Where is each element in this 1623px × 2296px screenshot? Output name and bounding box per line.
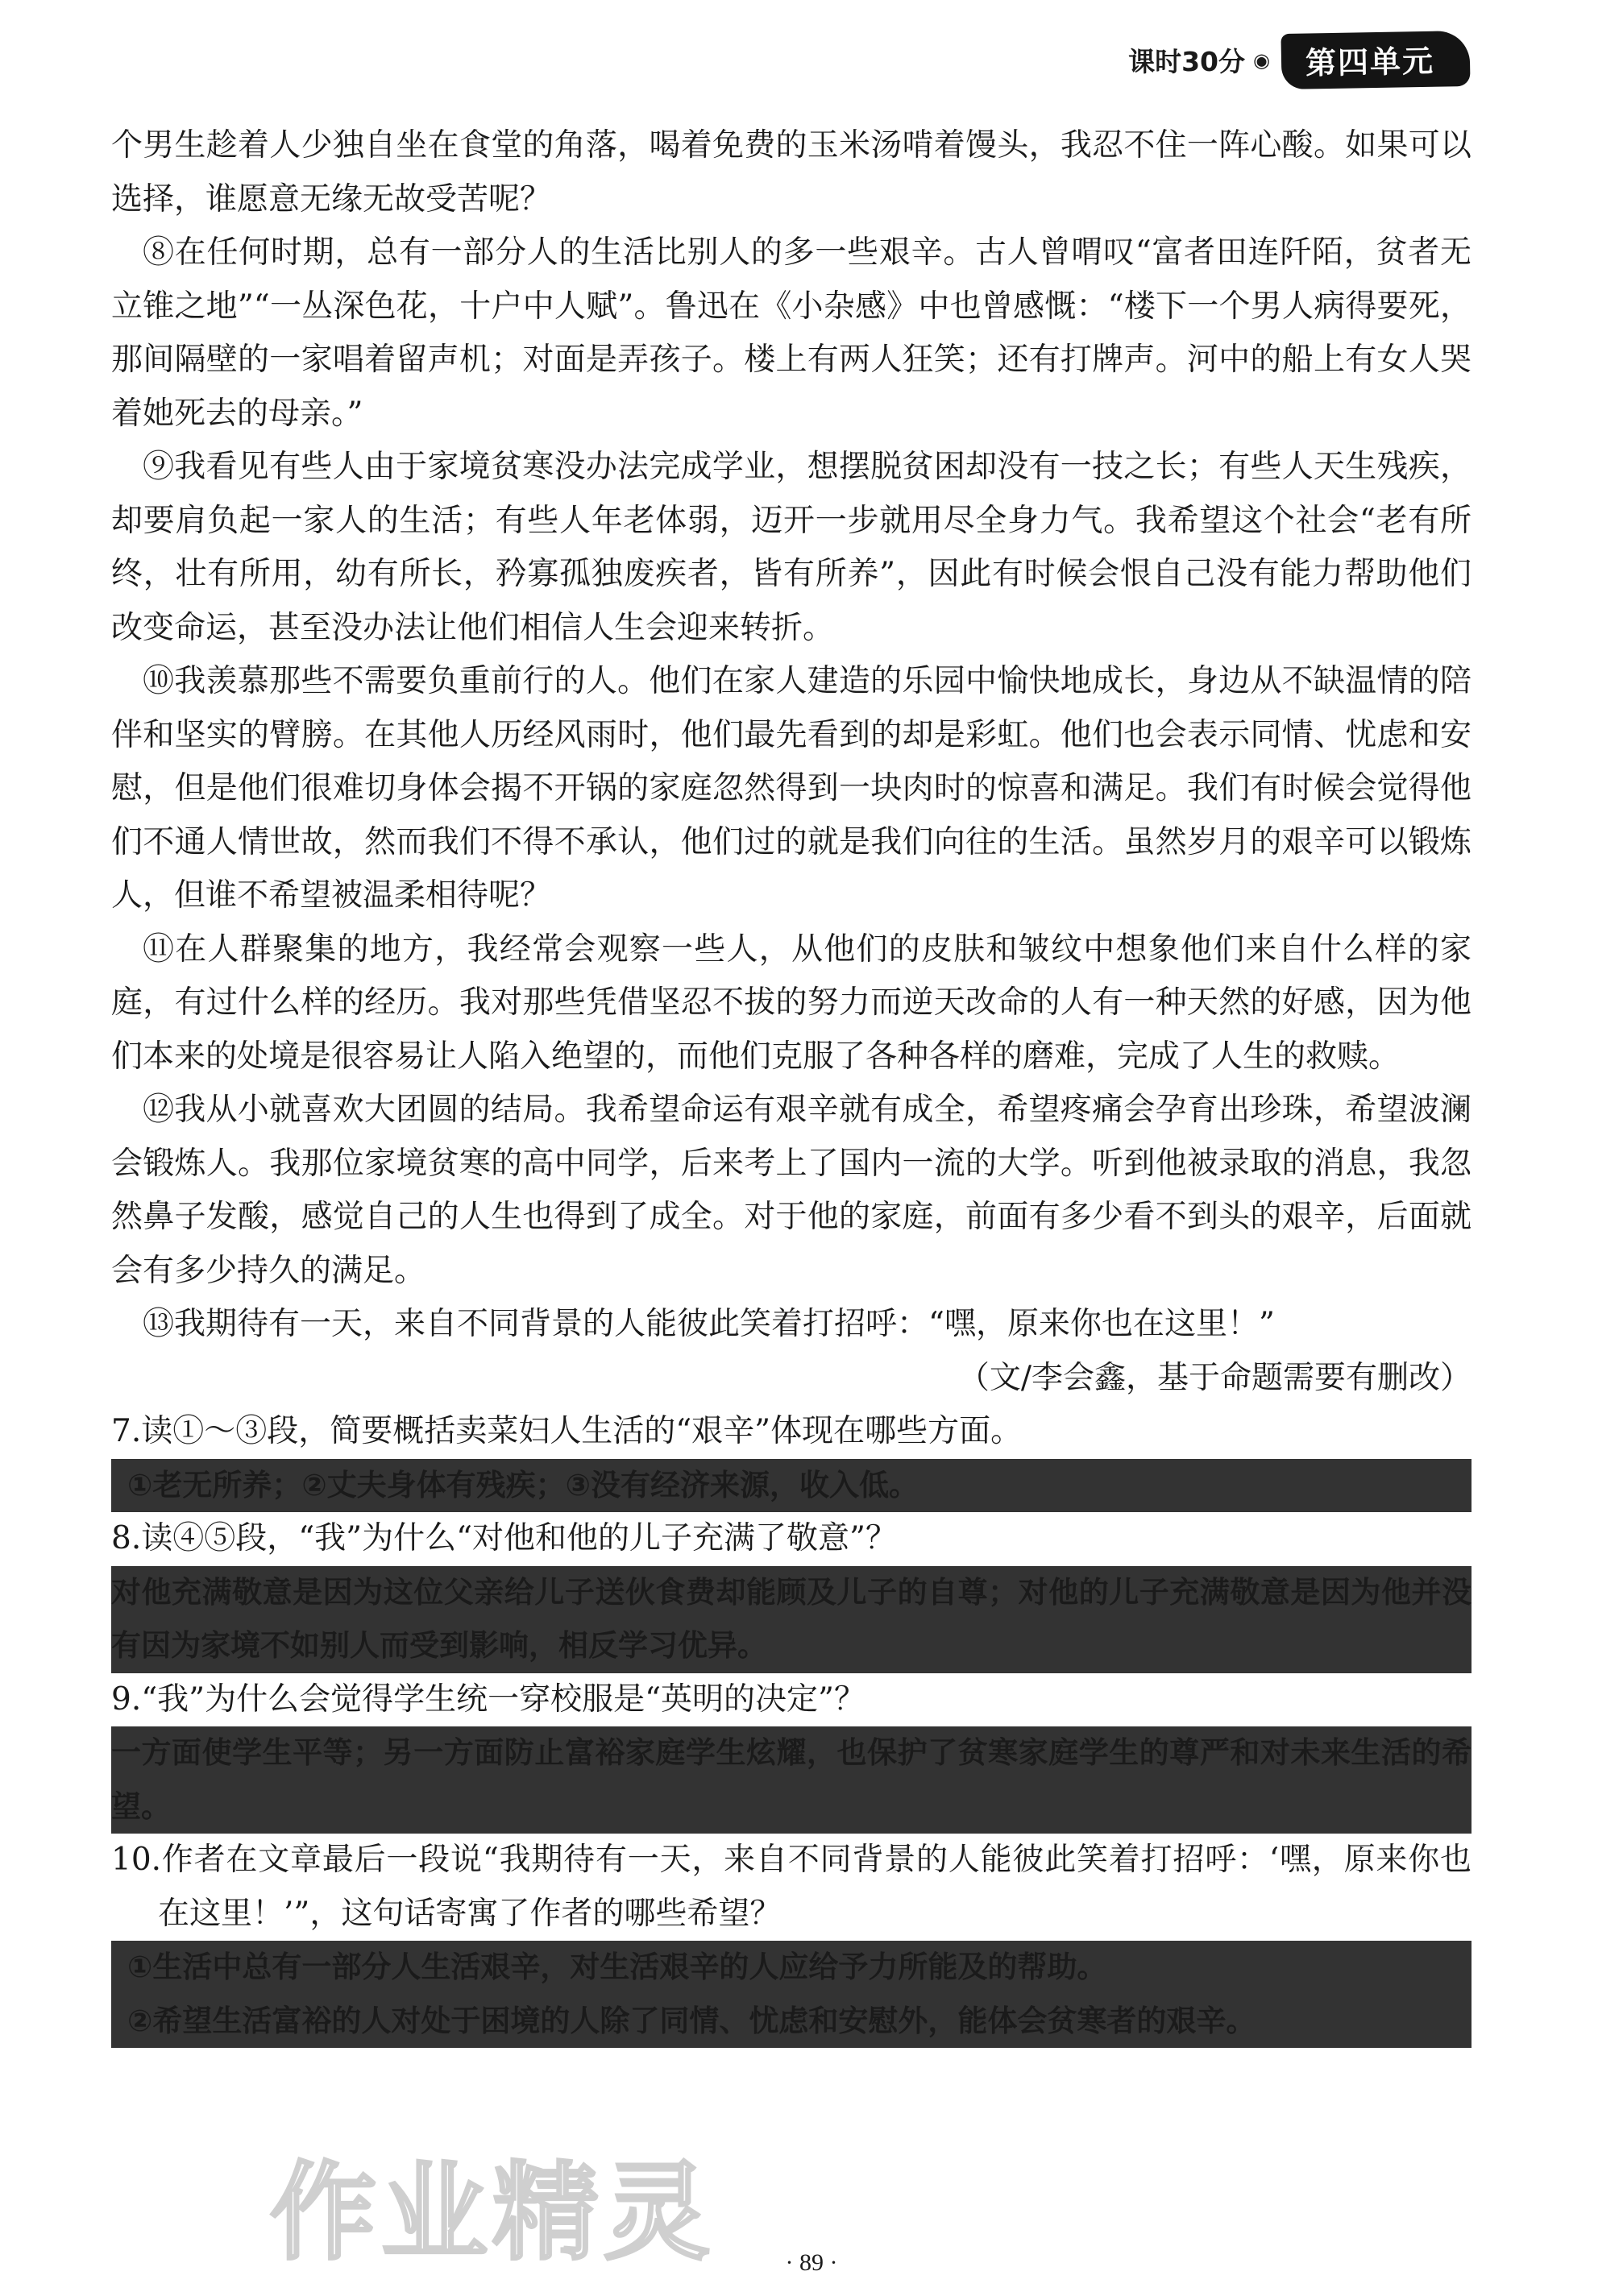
answer-line: ②希望生活富裕的人对处于困境的人除了同情、忧虑和安慰外，能体会贫寒者的艰辛。 [111,1995,1471,2049]
question-prompt: 8.读④⑤段，“我”为什么“对他和他的儿子充满了敬意”？ [111,1520,897,1556]
article-source: （文/李会鑫，基于命题需要有删改） [957,1359,1471,1396]
question-prompt: 9.“我”为什么会觉得学生统一穿校服是“英明的决定”？ [111,1681,865,1718]
paragraph: ⑬我期待有一天，来自不同背景的人能彼此笑着打招呼：“嘿，原来你也在这里！” [143,1306,1275,1342]
watermark-text: 作业精灵 [270,2151,715,2275]
paragraph: ⑧在任何时期，总有一部分人的生活比别人的多一些艰辛。古人曾喟叹“富者田连阡陌，贫者无立锥之地”“一丛深色花，十户中人赋”。鲁迅在《小杂感》中也曾感慨：“楼下一个男人病得要死，那间隔壁的一家唱着留声机；对面是弄孩子。楼上有两人狂笑；还有打牌声。河中的船上有女人哭着她死去的母亲。” [111,234,1471,432]
page-number: · 89 · [785,2249,838,2276]
answer-line: ①生活中总有一部分人生活艰辛，对生活艰辛的人应给予力所能及的帮助。 [111,1941,1471,1995]
article-body [111,119,1471,2048]
paragraph: ⑪在人群聚集的地方，我经常会观察一些人，从他们的皮肤和皱纹中想象他们来自什么样的家庭，有过什么样的经历。我对那些凭借坚忍不拔的努力而逆天改命的人有一种天然的好感，因为他们本来的处境是很容易让人陷入绝望的，而他们克服了各种各样的磨难，完成了人生的救赎。 [111,930,1471,1075]
question-7 [111,1405,1471,1512]
question-9 [111,1673,1471,1834]
page-header [1128,32,1470,88]
lesson-label: 课时30分 [1128,46,1246,77]
unit-badge: 第四单元 [1281,31,1470,89]
question-prompt: 10.作者在文章最后一段说“我期待有一天，来自不同背景的人能彼此笑着打招呼：‘嘿，原来你也在这里！’”，这句话寄寓了作者的哪些希望？ [111,1842,1471,1932]
paragraph: ⑨我看见有些人由于家境贫寒没办法完成学业，想摆脱贫困却没有一技之长；有些人天生残疾，却要肩负起一家人的生活；有些人年老体弱，迈开一步就用尽全身力气。我希望这个社会“老有所终，壮有所用，幼有所长，矜寡孤独废疾者，皆有所养”，因此有时候会恨自己没有能力帮助他们改变命运，甚至没办法让他们相信人生会迎来转折。 [111,449,1471,646]
question-10 [111,1834,1471,2048]
paragraph: ⑩我羡慕那些不需要负重前行的人。他们在家人建造的乐园中愉快地成长，身边从不缺温情的陪伴和坚实的臂膀。在其他人历经风雨时，他们最先看到的却是彩虹。他们也会表示同情、忧虑和安慰，但是他们很难切身体会揭不开锅的家庭忽然得到一块肉时的惊喜和满足。我们有时候会觉得他们不通人情世故，然而我们不得不承认，他们过的就是我们向往的生活。虽然岁月的艰辛可以锻炼人，但谁不希望被温柔相待呢？ [111,663,1471,914]
question-prompt: 7.读①～③段，简要概括卖菜妇人生活的“艰辛”体现在哪些方面。 [111,1413,1023,1449]
question-8 [111,1512,1471,1673]
paragraph: ⑫我从小就喜欢大团圆的结局。我希望命运有艰辛就有成全，希望疼痛会孕育出珍珠，希望波澜会锻炼人。我那位家境贫寒的高中同学，后来考上了国内一流的大学。听到他被录取的消息，我忽然鼻子发酸，感觉自己的人生也得到了成全。对于他的家庭，前面有多少看不到头的艰辛，后面就会有多少持久的满足。 [111,1092,1471,1289]
answer-line: 对他充满敬意是因为这位父亲给儿子送伙食费却能顾及儿子的自尊；对他的儿子充满敬意是因为他并没有因为家境不如别人而受到影响，相反学习优异。 [111,1566,1471,1673]
answer-line: 一方面使学生平等；另一方面防止富裕家庭学生炫耀，也保护了贫寒家庭学生的尊严和对未来生活的希望。 [111,1726,1471,1834]
bullet-icon: ◉ [1253,48,1270,72]
answer-line: ①老无所养；②丈夫身体有残疾；③没有经济来源，收入低。 [111,1459,1471,1513]
paragraph: 个男生趁着人少独自坐在食堂的角落，喝着免费的玉米汤啃着馒头，我忍不住一阵心酸。如果可以选择，谁愿意无缘无故受苦呢？ [111,127,1471,218]
